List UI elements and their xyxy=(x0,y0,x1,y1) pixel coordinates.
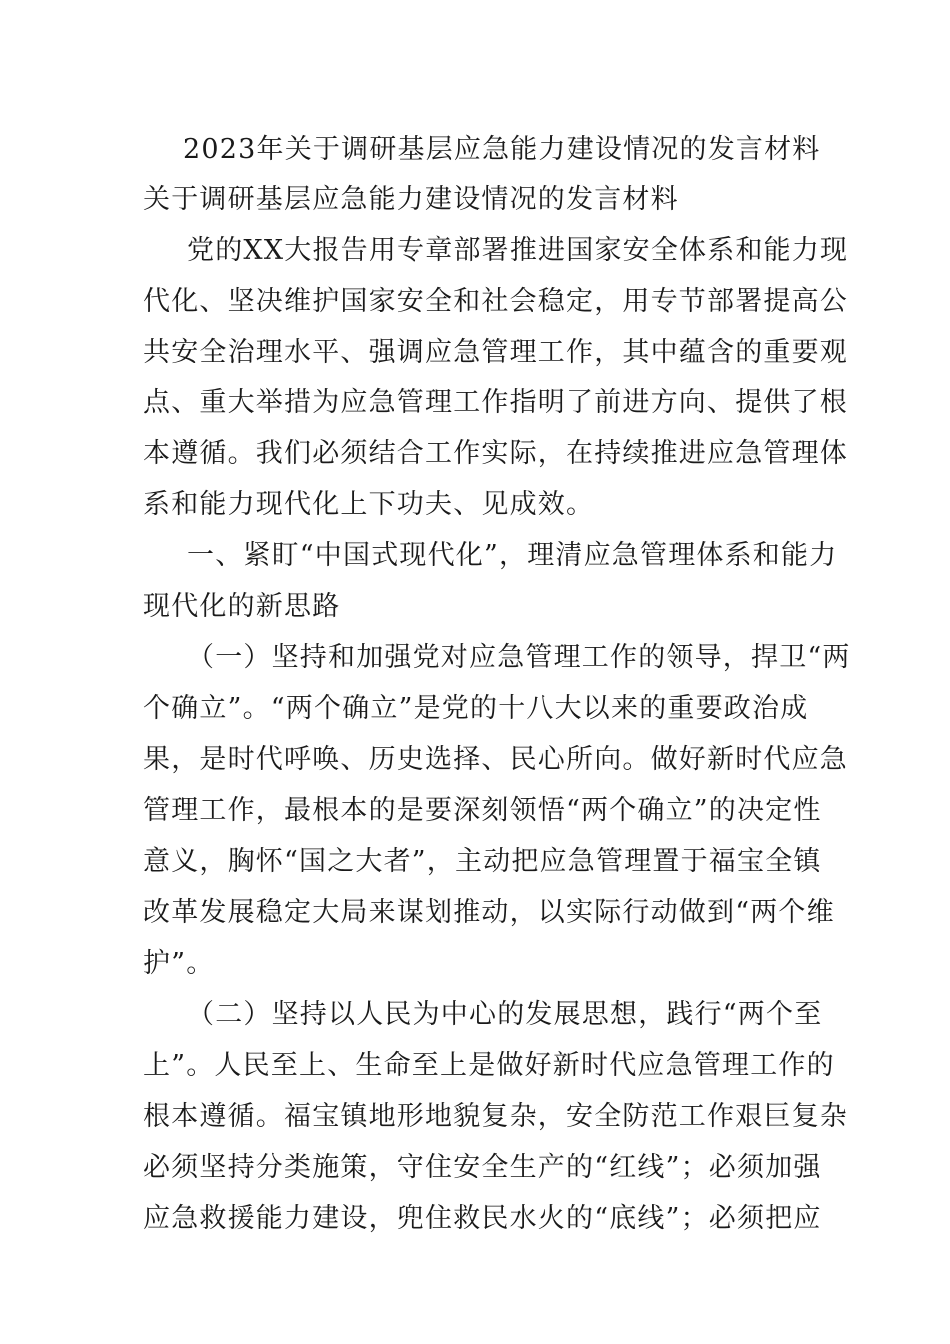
paragraph-line: 应急救援能力建设，兜住救民水火的“底线”；必须把应 xyxy=(143,1203,822,1234)
paragraph-line: 点、重大举措为应急管理工作指明了前进方向、提供了根 xyxy=(143,387,848,418)
paragraph-line: 代化、坚决维护国家安全和社会稳定，用专节部署提高公 xyxy=(143,286,848,317)
paragraph-line: 必须坚持分类施策，守住安全生产的“红线”；必须加强 xyxy=(143,1152,822,1183)
paragraph-line: 上”。人民至上、生命至上是做好新时代应急管理工作的 xyxy=(143,1050,835,1081)
paragraph-line: 果，是时代呼唤、历史选择、民心所向。做好新时代应急 xyxy=(143,744,848,775)
paragraph-line: 本遵循。我们必须结合工作实际，在持续推进应急管理体 xyxy=(143,438,848,469)
document-subtitle: 关于调研基层应急能力建设情况的发言材料 xyxy=(143,184,679,215)
section-heading: 一、紧盯“中国式现代化”，理清应急管理体系和能力 xyxy=(187,540,838,571)
paragraph-line: 共安全治理水平、强调应急管理工作，其中蕴含的重要观 xyxy=(143,337,848,368)
paragraph-line: 改革发展稳定大局来谋划推动，以实际行动做到“两个维 xyxy=(143,897,835,928)
paragraph-line: 党的XX大报告用专章部署推进国家安全体系和能力现 xyxy=(187,235,849,266)
paragraph-line: （二）坚持以人民为中心的发展思想，践行“两个至 xyxy=(187,999,823,1030)
paragraph-line: （一）坚持和加强党对应急管理工作的领导，捍卫“两 xyxy=(187,642,851,673)
document-title: 2023年关于调研基层应急能力建设情况的发言材料 xyxy=(183,134,821,165)
paragraph-line: 管理工作，最根本的是要深刻领悟“两个确立”的决定性 xyxy=(143,795,822,826)
paragraph-line: 系和能力现代化上下功夫、见成效。 xyxy=(143,489,595,520)
paragraph-line: 个确立”。“两个确立”是党的十八大以来的重要政治成 xyxy=(143,693,809,724)
section-heading: 现代化的新思路 xyxy=(143,591,341,622)
paragraph-line: 护”。 xyxy=(143,948,215,979)
paragraph-line: 意义，胸怀“国之大者”，主动把应急管理置于福宝全镇 xyxy=(143,846,822,877)
paragraph-line: 根本遵循。福宝镇地形地貌复杂，安全防范工作艰巨复杂 xyxy=(143,1101,848,1132)
